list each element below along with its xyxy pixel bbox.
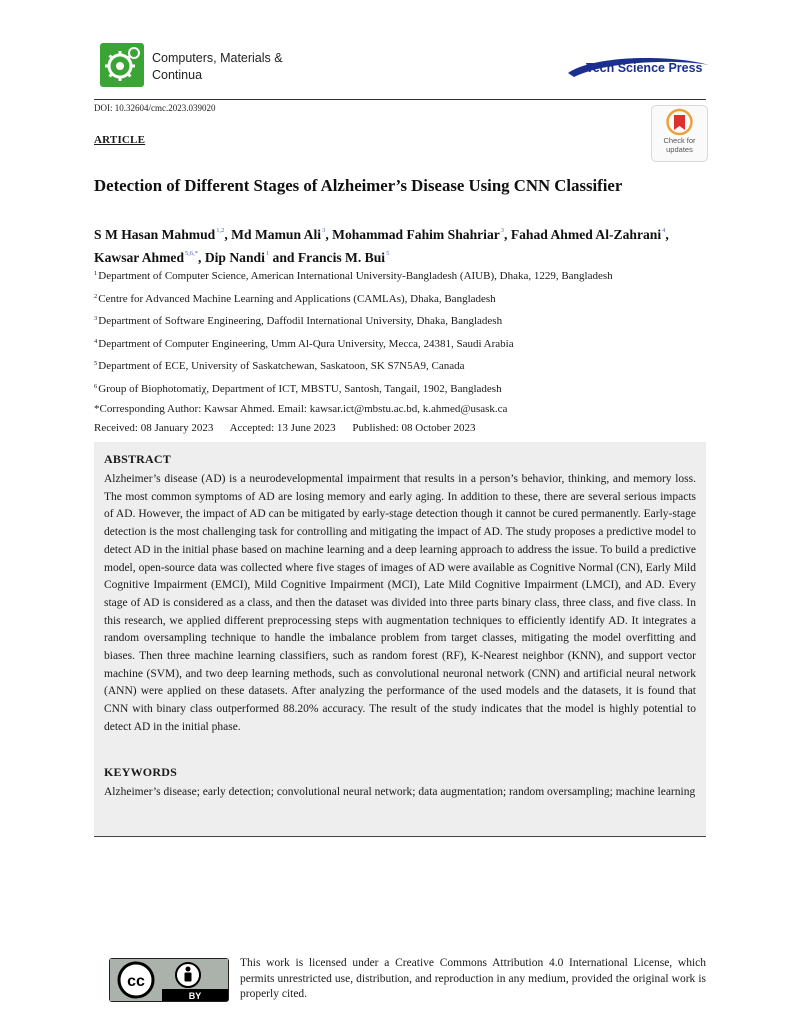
affiliation [94,287,710,310]
author-list [94,221,710,267]
affiliation-number: 2 [94,292,98,300]
abstract-text: Alzheimer’s disease (AD) is a neurodevelopmental impairment that results in a person’s behavior, thinking, and memory loss. The most common symptoms of AD are losing memory and early aging. In addition to these, there are several serious impacts of AD. However, the impact of AD can be mitigated by early-stage detection though it cannot be cured permanently. Early-stage detection is the most challenging task for controlling and mitigating the impact of AD. The study proposes a predictive model to detect AD in the initial phase based on machine learning and a deep learning approach to address the issue. To build a predictive model, open-source data was collected where five stages of images of AD were available as Cognitive Normal (CN), Early Mild Cognitive Impairment (EMCI), Mild Cognitive Impairment (MCI), Late Mild Cognitive Impairment (LMCI), and AD. Every stage of AD is considered as a class, and then the dataset was divided into three parts binary class, three class, and five class. In this research, we applied different preprocessing steps with augmentation techniques to efficiently identify AD. It integrates a random oversampling technique to handle the imbalance problem from target classes, mitigating the model overfitting and biases. Then three machine learning classifiers, such as random forest (RF), K-Nearest neighbor (KNN), and support vector machine (SVM), and two deep learning methods, such as convolutional neuronal network (CNN) and artificial neural network (ANN) were applied on these datasets. After analyzing the performance of the used models and the datasets, it is found that CNN with binary class outperformed 88.20% accuracy. The result of the study indicates that the model is highly potential to detect AD in the initial phase. [104,473,696,733]
affiliation [94,332,710,355]
cc-by-icon [110,959,228,1001]
author [94,250,205,265]
article-type: ARTICLE [94,134,146,146]
keywords-heading: KEYWORDS [104,765,177,779]
author-separator: , [325,227,333,242]
author [205,250,298,265]
author-name: Fahad Ahmed Al-Zahrani [510,227,662,242]
author [298,250,389,265]
header-rule [94,99,706,100]
affiliation-text: Department of ECE, University of Saskatchewan, Saskatoon, SK S7N5A9, Canada [98,360,465,373]
affiliation-text: Centre for Advanced Machine Learning and Applications (CAMLAs), Dhaka, Bangladesh [98,292,496,305]
author-separator: and [269,250,298,265]
affiliation-text: Department of Computer Science, American International University-Bangladesh (AIUB), Dhaka, 1229, Bangladesh [98,270,613,282]
affiliation-text: Department of Software Engineering, Daffodil International University, Dhaka, Bangladesh [98,315,503,328]
journal-logo [100,43,144,87]
author [332,227,511,242]
cc-by-license-badge[interactable] [109,958,229,1002]
affiliation-number: 1 [94,270,98,277]
journal-name: Computers, Materials & Continua [152,51,283,82]
author-name: Mohammad Fahim Shahriar [332,227,500,242]
affiliation [94,377,710,400]
author-affiliation-ref[interactable]: 4 [662,227,666,234]
bookmark-icon [652,106,707,138]
affiliation-number: 3 [94,315,98,323]
abstract-heading: ABSTRACT [104,452,171,466]
accepted-date: Accepted: 13 June 2023 [229,422,336,435]
author-affiliation-ref[interactable]: 1,2 [216,227,225,234]
affiliation-number: 6 [94,382,98,390]
author-separator: , [665,227,669,242]
svg-text:cc: cc [127,973,145,990]
check-for-updates-label: Check for updates [663,136,696,154]
license-statement: This work is licensed under a Creative Commons Attribution 4.0 International License, which permits unrestricted use, distribution, and reproduction in any medium, provided the original work is properly cited. [240,957,706,1001]
author [231,227,332,242]
author-name: Francis M. Bui [297,250,386,265]
author-affiliation-ref[interactable]: 3 [500,227,505,234]
author-affiliation-ref[interactable]: 3 [322,227,326,234]
check-for-updates-button[interactable] [651,105,708,162]
publisher-name: Tech Science Press [586,61,703,75]
affiliation-number: 4 [94,337,98,345]
affiliation [94,264,710,287]
abstract-box [94,442,706,837]
affiliation-number: 5 [94,360,98,368]
author-separator: , [198,250,205,265]
author [94,227,231,242]
author [511,227,669,242]
author-separator: , [224,227,232,242]
doi[interactable]: DOI: 10.32604/cmc.2023.039020 [94,103,216,113]
author-affiliation-ref[interactable]: 5 [386,250,390,257]
author-name: Kawsar Ahmed [94,250,185,265]
author-affiliation-ref[interactable]: 1 [265,250,270,257]
keywords-text: Alzheimer’s disease; early detection; convolutional neural network; data augmentation; random oversampling; machine learning [104,786,696,798]
paper-title: Detection of Different Stages of Alzheimer’s Disease Using CNN Classifier [94,176,623,195]
affiliation [94,354,710,377]
affiliation-text: Group of Biophotomatiχ, Department of ICT, MBSTU, Santosh, Tangail, 1902, Bangladesh [98,382,502,395]
svg-text:BY: BY [188,991,202,1001]
publication-dates [94,419,710,439]
affiliation [94,309,710,332]
corresponding-author: *Corresponding Author: Kawsar Ahmed. Email: kawsar.ict@mbstu.ac.bd, k.ahmed@usask.ca [94,402,508,415]
affiliation-text: Department of Computer Engineering, Umm Al-Qura University, Mecca, 24381, Saudi Arabia [98,337,514,350]
gear-logo-icon [100,43,144,87]
author-separator: , [504,227,511,242]
affiliation-list [94,264,710,439]
author-name: Md Mamun Ali [231,227,322,242]
published-date: Published: 08 October 2023 [352,422,476,435]
author-name: Dip Nandi [204,250,265,265]
publisher-logo [566,56,711,82]
author-affiliation-ref[interactable]: 5,6,* [185,250,199,257]
author-name: S M Hasan Mahmud [94,227,216,242]
received-date: Received: 08 January 2023 [94,422,214,435]
